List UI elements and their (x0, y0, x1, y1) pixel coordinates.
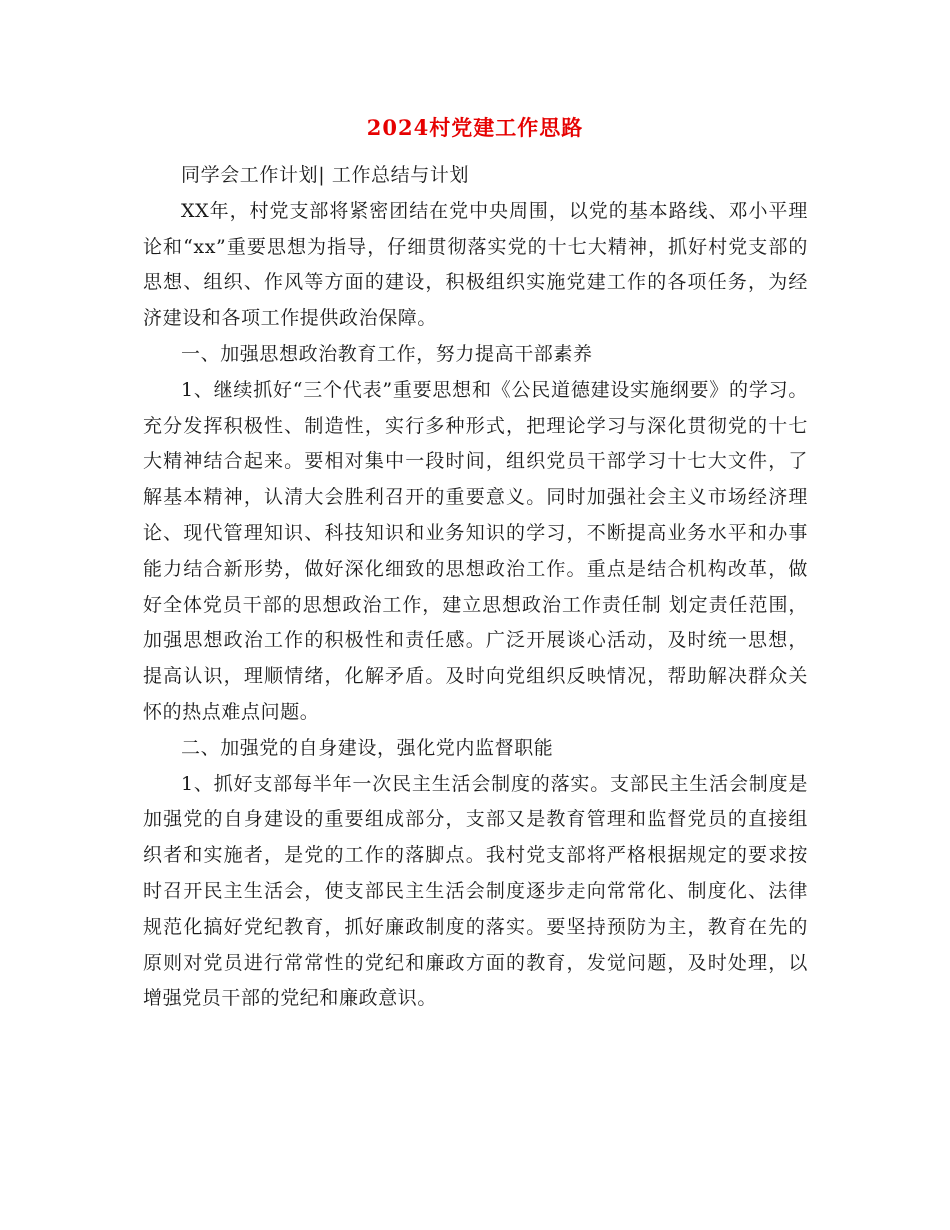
document-title: 2024村党建工作思路 (366, 115, 584, 140)
section-heading-1: 一、加强思想政治教育工作，努力提高干部素养 (181, 342, 593, 365)
section-1-paragraph: 1、继续抓好“三个代表”重要思想和《公民道德建设实施纲要》的学习。充分发挥积极性、制造性，实行多种形式，把理论学习与深化贯彻党的十七大精神结合起来。要相对集中一段时间，组织党员干部学习十七大文件，了解基本精神，认清大会胜利召开的重要意义。同时加强社会主义市场经济理论、现代管理知识、科技知识和业务知识的学习，不断提高业务水平和办事能力结合新形势，做好深化细致的思想政治工作。重点是结合机构改革，做好全体党员干部的思想政治工作，建立思想政治工作责任制 划定责任范围，加强思想政治工作的积极性和责任感。广泛开展谈心活动，及时统一思想，提高认识，理顺情绪，化解矛盾。及时向党组织反映情况，帮助解决群众关怀的热点难点问题。 (143, 378, 808, 723)
section-2-paragraph: 1、抓好支部每半年一次民主生活会制度的落实。支部民主生活会制度是加强党的自身建设的重要组成部分，支部又是教育管理和监督党员的直接组织者和实施者，是党的工作的落脚点。我村党支部将严格根据规定的要求按时召开民主生活会，使支部民主生活会制度逐步走向常常化、制度化、法律规范化搞好党纪教育，抓好廉政制度的落实。要坚持预防为主，教育在先的原则对党员进行常常性的党纪和廉政方面的教育，发觉问题，及时处理，以增强党员干部的党纪和廉政意识。 (143, 772, 808, 1010)
subtitle-line: 同学会工作计划| 工作总结与计划 (181, 164, 470, 186)
intro-paragraph: XX年，村党支部将紧密团结在党中央周围，以党的基本路线、邓小平理论和“xx”重要思想为指导，仔细贯彻落实党的十七大精神，抓好村党支部的思想、组织、作风等方面的建设，积极组织实施党建工作的各项任务，为经济建设和各项工作提供政治保障。 (143, 199, 808, 330)
document-body (143, 158, 808, 1017)
section-heading-2: 二、加强党的自身建设，强化党内监督职能 (181, 736, 554, 759)
